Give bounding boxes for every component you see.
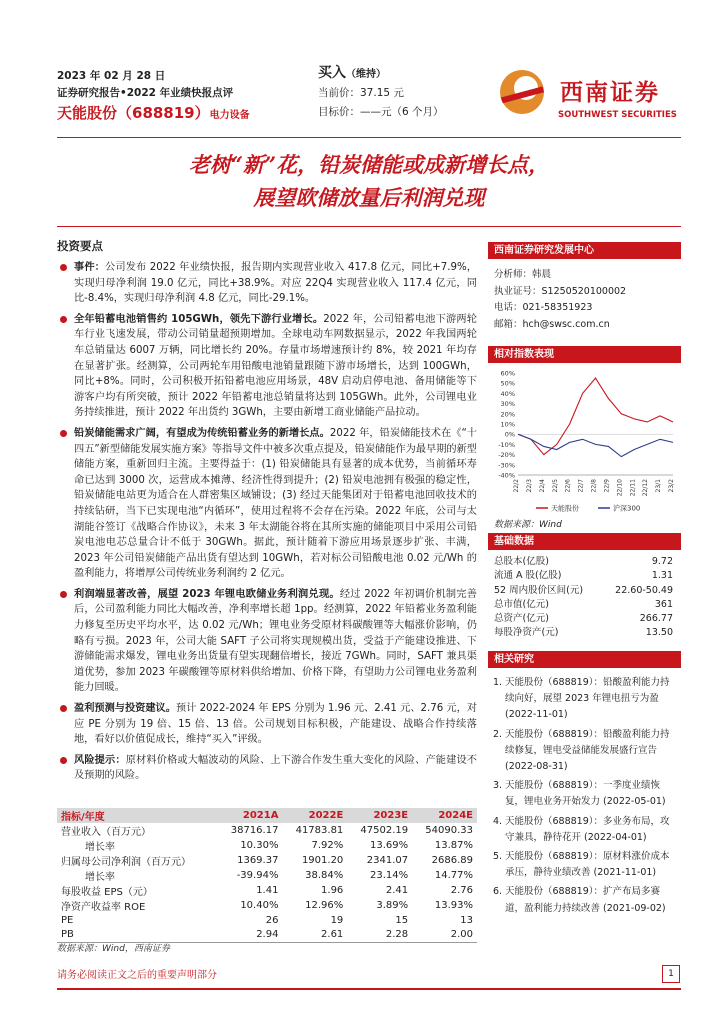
basic-data-value: 361 bbox=[654, 598, 673, 610]
summary-bullet bbox=[57, 701, 477, 748]
rating-block bbox=[318, 64, 478, 122]
research-center-heading: 西南证券研究发展中心 bbox=[488, 242, 681, 259]
bullet-lead: 利润端显著改善，展望 2023 年锂电欧储业务利润兑现。 bbox=[74, 588, 340, 600]
related-research-box bbox=[488, 651, 681, 920]
summary-heading: 投资要点 bbox=[57, 239, 103, 253]
related-heading: 相关研究 bbox=[488, 651, 681, 668]
bullet-lead: 事件： bbox=[74, 262, 106, 273]
x-tick-label: 22/9 bbox=[603, 479, 611, 493]
table-header-cell: 指标/年度 bbox=[57, 808, 218, 823]
table-cell: 2.61 bbox=[282, 928, 347, 943]
title-divider bbox=[57, 226, 681, 227]
target-price: 目标价：——元（6 个月） bbox=[318, 106, 444, 118]
basic-data-row bbox=[488, 626, 681, 640]
y-tick-label: 50% bbox=[500, 379, 515, 388]
table-cell: 2.28 bbox=[347, 928, 412, 943]
legend-label: 天能股份 bbox=[551, 504, 579, 513]
table-cell: 15 bbox=[395, 914, 409, 926]
table-cell: 3.89% bbox=[376, 900, 409, 911]
basic-data-label: 52 周内股价区间(元) bbox=[494, 584, 584, 596]
sector: 电力设备 bbox=[209, 110, 250, 121]
related-report-item[interactable]: 2. 天能股份（688819）：铅酸盈利能力持续修复，锂电受益储能发展盛行宣告 (2022-08-31) bbox=[493, 728, 670, 773]
table-row bbox=[57, 883, 477, 898]
x-tick-label: 22/3 bbox=[525, 479, 533, 493]
row-label: 每股收益 EPS（元） bbox=[61, 887, 153, 898]
company-line bbox=[57, 102, 317, 127]
table-cell: 2.76 bbox=[450, 885, 473, 896]
basic-data-value: 266.77 bbox=[639, 613, 673, 625]
table-cell: 7.92% bbox=[311, 840, 344, 851]
summary-bullet bbox=[57, 312, 477, 421]
page-number: 1 bbox=[662, 965, 680, 983]
table-cell: 38.84% bbox=[305, 870, 344, 881]
report-date: 2023 年 02 月 28 日 bbox=[57, 70, 166, 82]
table-cell: 13.93% bbox=[434, 900, 473, 911]
bullet-lead: 全年铅蓄电池销售约 105GWh，领先下游行业增长。 bbox=[74, 313, 324, 325]
basic-data-value: 22.60-50.49 bbox=[615, 584, 673, 596]
row-label: 增长率 bbox=[85, 872, 115, 883]
table-cell: 2.00 bbox=[412, 928, 477, 943]
logo-text-cn: 西南证券 bbox=[560, 79, 660, 106]
row-label: PE bbox=[61, 914, 74, 926]
table-cell: 13 bbox=[460, 914, 473, 926]
table-row bbox=[57, 913, 477, 928]
table-cell: 41783.81 bbox=[295, 825, 344, 836]
related-report-title[interactable]: 天能股份（688819）：原材料涨价成本承压，静待业绩改善 (2021-11-01) bbox=[505, 851, 670, 879]
basic-data-row bbox=[488, 612, 681, 626]
x-tick-label: 23/2 bbox=[668, 479, 675, 493]
x-tick-label: 22/6 bbox=[564, 479, 572, 493]
table-cell: 19 bbox=[330, 914, 344, 926]
related-report-item[interactable]: 6. 天能股份（688819）：扩产布局多赛道，盈利能力持续改善 (2021-09-02) bbox=[493, 886, 666, 914]
basic-data-value: 1.31 bbox=[651, 570, 673, 582]
basic-data-label: 流通 A 股(亿股) bbox=[494, 570, 562, 582]
y-tick-label: 30% bbox=[500, 400, 515, 409]
bullet-lead: 盈利预测与投资建议。 bbox=[74, 703, 176, 715]
related-report-title[interactable]: 天能股份（688819）：扩产布局多赛道，盈利能力持续改善 (2021-09-02) bbox=[505, 886, 666, 914]
bullet-text: 2022 年，公司铅蓄电池下游两轮车行业飞速发展，带动公司销量超预期增加。全球电动车网数据显示，2022 年我国两轮车总销量达 6007 万辆，同比增长约 20%。存量市场增速预计约 8%，较 2021 年均存在显著扩张。经测算，公司两轮车用铅酸电池销量跟随下游市场增长，达到 100GWh，同比+8%。同时，公司积极开拓铅蓄电池应用场景，48V 启动启停电池、备用储能等下游客户均有所突破，预计 2022 年铅蓄电池总销量将达到 105GWh。此外，公司锂电业务持续推进，预计 2022 年出货约 3GWh，主要由新增工商业储能产品拉动。 bbox=[74, 313, 477, 419]
series-line-hs300 bbox=[518, 434, 673, 456]
financial-forecast-table bbox=[57, 808, 477, 943]
table-row bbox=[57, 868, 477, 883]
analyst-box bbox=[488, 242, 681, 333]
related-report-title[interactable]: 天能股份（688819）：铅酸盈利能力持续修复，锂电受益储能发展盛行宣告 (2022-08-31) bbox=[505, 728, 670, 773]
x-tick-label: 22/2 bbox=[513, 479, 520, 493]
table-row bbox=[57, 928, 477, 943]
header-divider bbox=[57, 137, 681, 138]
table-cell: 47502.19 bbox=[360, 825, 409, 836]
table-cell: 14.77% bbox=[434, 870, 473, 881]
analyst-license: 执业证号：S1250520100002 bbox=[494, 285, 627, 297]
company-name: 天能股份（688819） bbox=[57, 104, 210, 122]
bullet-text: 经过 2022 年初调价机制完善后，公司盈利能力同比大幅改善，净利率增长超 1pp。经测算，2022 年铅蓄业务盈利能力修复至历史平均水平，达 0.02 元/Wh；锂电业务受原材料碳酸锂等大幅涨价影响，仍略有亏损。2023 年，公司大能 SAFT 子公司将实现规模出货，受益于产能建设推进、下游储能需求爆发，锂电业务出货量有望实现翻倍增长，接近 7GWh。同时，SAFT 兼具渠道优势，参加 2023 年碳酸锂等原材料供给增加、价格下降，有望助力公司锂电业务盈利能力回暖。 bbox=[74, 588, 477, 694]
row-label: 营业收入（百万元） bbox=[61, 827, 151, 838]
table-cell: 10.30% bbox=[240, 840, 279, 851]
table-cell: 26 bbox=[265, 914, 279, 926]
table-cell: -39.94% bbox=[236, 870, 279, 881]
row-label: 净资产收益率 ROE bbox=[61, 902, 146, 913]
x-tick-label: 22/8 bbox=[590, 479, 598, 493]
header-meta bbox=[57, 68, 317, 127]
report-type: 证券研究报告•2022 年业绩快报点评 bbox=[57, 87, 234, 99]
related-report-title[interactable]: 天能股份（688819）：多业务布局，攻守兼具，静待花开 (2022-04-01) bbox=[505, 815, 670, 843]
rating-note: （维持） bbox=[346, 69, 386, 80]
analyst-name: 分析师：韩晨 bbox=[494, 269, 552, 280]
rating bbox=[318, 64, 478, 84]
analyst-email[interactable]: 邮箱：hch@swsc.com.cn bbox=[494, 318, 610, 330]
table-cell: 12.96% bbox=[305, 900, 344, 911]
basic-data-row bbox=[488, 598, 681, 612]
x-tick-label: 23/1 bbox=[655, 479, 663, 493]
table-header-cell: 2022E bbox=[282, 808, 347, 823]
table-cell: 2341.07 bbox=[366, 855, 409, 866]
logo-icon bbox=[500, 70, 544, 114]
basic-data-value: 9.72 bbox=[651, 556, 673, 567]
x-tick-label: 22/4 bbox=[538, 479, 546, 493]
table-row bbox=[57, 838, 477, 853]
rating-label: 买入 bbox=[318, 65, 346, 81]
chart-heading: 相对指数表现 bbox=[488, 346, 681, 363]
bullet-text: 2022 年，铅炭储能技术在《“十四五”新型储能发展实施方案》等指导文件中被多次重点提及，铅炭储能作为最早期的新型储能方案，重新回归主流。主要得益于：(1) 铅炭储能具有显著的成本优势，当前循环寿命已达到 3000 次，运营成本摊薄、经济性得到提升；(2) 铅炭电池拥有极强的稳定性，铅炭储能电站更为适合在人群密集区域铺设；(3) 经过天能集团对于铅蓄电池回收技术的持续钻研，当下已实现电池“内循环”，使用过程将不会存在污染。2022 年底，公司与太湖能谷签订《战略合作协议》，未来 3 年太湖能谷将在其所实施的储能项目中采用公司铅炭电池电芯总量合计不低于 30GWh。据此，预计随着下游应用场景逐步扩张、丰满，2023 年公司铅炭储能产品出货有望达到 10GWh，若对标公司铅酸电池 0.02 元/Wh 的盈利能力，将增厚公司传统业务利润约 2 亿元。 bbox=[74, 427, 477, 580]
basic-data-value: 13.50 bbox=[645, 627, 673, 639]
company-logo bbox=[500, 70, 705, 126]
table-cell: 1901.20 bbox=[301, 855, 344, 866]
table-cell: 38716.17 bbox=[230, 825, 279, 836]
current-price: 当前价：37.15 元 bbox=[318, 87, 404, 99]
table-cell: 13.69% bbox=[370, 840, 409, 851]
summary-bullet bbox=[57, 753, 477, 784]
report-title bbox=[57, 148, 681, 214]
table-cell: 1.96 bbox=[321, 885, 344, 896]
basic-data-row bbox=[488, 555, 681, 569]
legend-label: 沪深300 bbox=[613, 504, 641, 513]
y-tick-label: 10% bbox=[500, 420, 515, 429]
row-label: PB bbox=[57, 928, 218, 943]
y-tick-label: -20% bbox=[498, 451, 515, 460]
x-tick-label: 22/10 bbox=[616, 479, 624, 497]
y-tick-label: 60% bbox=[500, 369, 515, 378]
table-header-cell: 2023E bbox=[347, 808, 412, 823]
x-tick-label: 22/11 bbox=[629, 479, 637, 497]
y-tick-label: -30% bbox=[498, 461, 515, 470]
y-tick-label: 0% bbox=[504, 430, 515, 439]
table-cell: 1369.37 bbox=[237, 855, 279, 866]
related-report-item[interactable]: 4. 天能股份（688819）：多业务布局，攻守兼具，静待花开 (2022-04-01) bbox=[493, 815, 670, 843]
y-tick-label: 20% bbox=[500, 410, 515, 419]
relative-index-box bbox=[488, 346, 681, 534]
basic-data-box bbox=[488, 533, 681, 641]
analyst-phone: 电话：021-58351923 bbox=[494, 302, 593, 313]
table-header-cell: 2021A bbox=[218, 808, 283, 823]
basic-data-heading: 基础数据 bbox=[488, 533, 681, 550]
related-report-item[interactable]: 1. 天能股份（688819）：铅酸盈利能力持续向好，展望 2023 年锂电扭亏为盈 (2022-11-01) bbox=[493, 677, 670, 721]
y-tick-label: -40% bbox=[498, 471, 515, 480]
related-report-item[interactable]: 3. 天能股份（688819）：一季度业绩恢复，锂电业务开始发力 (2022-05-01) bbox=[493, 780, 666, 808]
bullet-text: 原材料价格或大幅波动的风险、上下游合作发生重大变化的风险、产能建设不及预期的风险。 bbox=[74, 754, 477, 782]
basic-data-label: 总市值(亿元) bbox=[494, 598, 549, 610]
table-cell: 54090.33 bbox=[425, 825, 473, 836]
chart-source: 数据来源：Wind bbox=[494, 520, 562, 530]
table-row bbox=[57, 853, 477, 868]
x-tick-label: 22/7 bbox=[577, 479, 585, 493]
basic-data-label: 总股本(亿股) bbox=[494, 556, 549, 567]
y-tick-label: 40% bbox=[500, 389, 515, 398]
title-line-2: 展望欧储放量后利润兑现 bbox=[253, 185, 485, 210]
related-research-list bbox=[488, 675, 681, 917]
table-header-row bbox=[57, 808, 477, 823]
table-row bbox=[57, 898, 477, 913]
basic-data-label: 每股净资产(元) bbox=[494, 627, 559, 639]
y-tick-label: -10% bbox=[498, 440, 515, 449]
table-row bbox=[57, 823, 477, 838]
table-cell: 23.14% bbox=[370, 870, 409, 881]
related-report-title[interactable]: 天能股份（688819）：一季度业绩恢复，锂电业务开始发力 (2022-05-01) bbox=[505, 780, 666, 808]
related-report-title[interactable]: 天能股份（688819）：铅酸盈利能力持续向好，展望 2023 年锂电扭亏为盈 (2022-11-01) bbox=[505, 677, 670, 721]
bullet-text: 预计 2022-2024 年 EPS 分别为 1.96 元、2.41 元、2.76 元，对应 PE 分别为 19 倍、15 倍、13 倍。公司规划目标积极，产能建设、战略合作持续落地，看好以价值促成长，维持“买入”评级。 bbox=[74, 703, 478, 746]
summary-bullet bbox=[57, 587, 477, 696]
row-label: 增长率 bbox=[85, 842, 115, 853]
table-header-cell: 2024E bbox=[412, 808, 477, 823]
table-cell: 1.41 bbox=[256, 885, 279, 896]
disclaimer-link[interactable]: 请务必阅读正文之后的重要声明部分 bbox=[57, 970, 217, 981]
bullet-text: 公司发布 2022 年业绩快报，报告期内实现营业收入 417.8 亿元，同比+7.9%，实现归母净利润 19.0 亿元，同比+38.9%。对应 22Q4 实现营业收入 117.4 亿元，同比-8.4%，实现归母净利润 4.8 亿元，同比-29.1%。 bbox=[74, 262, 477, 305]
title-line-1: 老树“新”花，铅炭储能或成新增长点， bbox=[188, 152, 550, 177]
summary-bullet bbox=[57, 260, 477, 307]
bullet-lead: 铅炭储能需求广阔，有望成为传统铅蓄业务的新增长点。 bbox=[74, 427, 330, 439]
table-cell: 13.87% bbox=[434, 840, 473, 851]
relative-index-chart bbox=[488, 367, 681, 517]
related-report-item[interactable]: 5. 天能股份（688819）：原材料涨价成本承压，静待业绩改善 (2021-11-01) bbox=[493, 851, 670, 879]
bullet-lead: 风险提示： bbox=[74, 754, 126, 766]
table-source: 数据来源：Wind，西南证券 bbox=[57, 944, 170, 954]
row-label: 归属母公司净利润（百万元） bbox=[61, 857, 191, 868]
table-cell: 2686.89 bbox=[431, 855, 473, 866]
summary-bullet bbox=[57, 426, 477, 582]
table-cell: 2.41 bbox=[385, 885, 409, 896]
basic-data-row bbox=[488, 569, 681, 583]
x-tick-label: 22/5 bbox=[551, 479, 559, 493]
table-cell: 10.40% bbox=[240, 900, 279, 911]
basic-data-row bbox=[488, 584, 681, 598]
table-cell: 2.94 bbox=[218, 928, 283, 943]
basic-data-label: 总资产(亿元) bbox=[494, 613, 549, 625]
logo-text-en: SOUTHWEST SECURITIES bbox=[558, 110, 677, 120]
x-tick-label: 22/12 bbox=[642, 479, 650, 497]
footer-divider bbox=[57, 988, 681, 990]
investment-summary bbox=[57, 238, 477, 789]
